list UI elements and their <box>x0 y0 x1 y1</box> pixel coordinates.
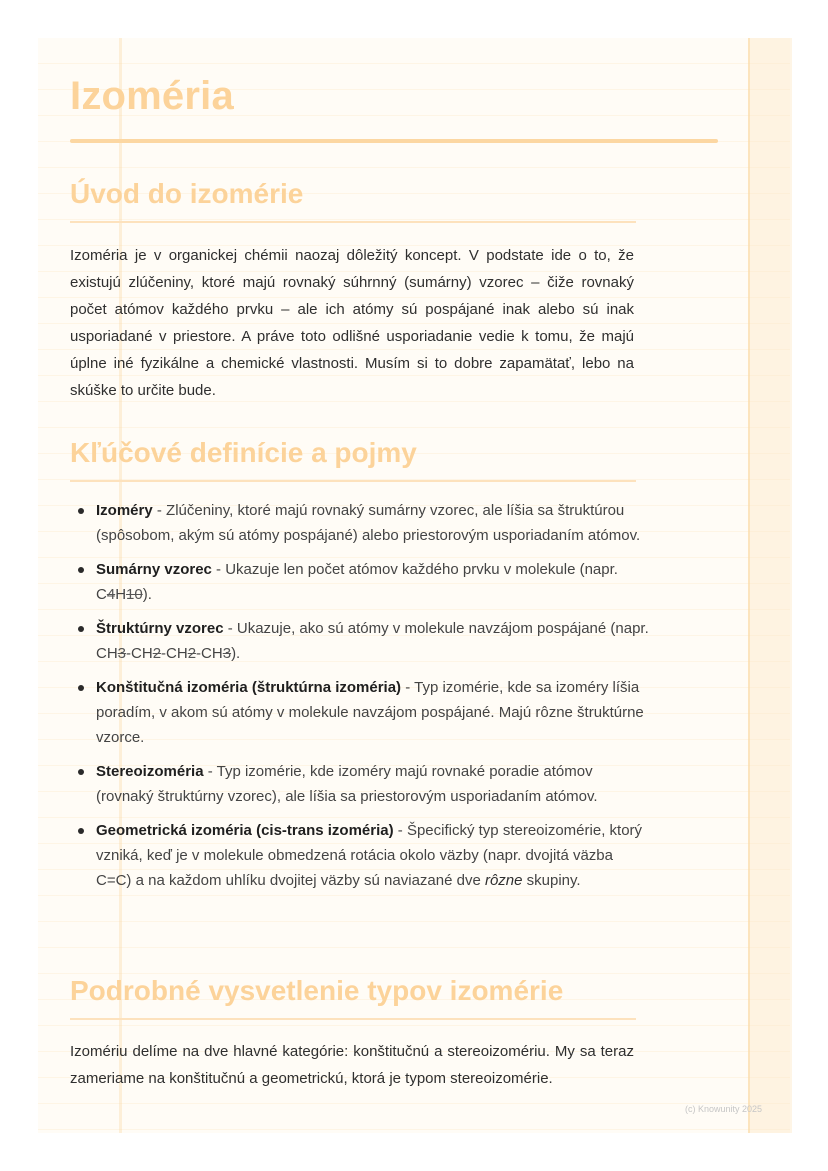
description: - Zlúčeniny, ktoré majú rovnaký sumárny vzorec, ale líšia sa štruktúrou (spôsobom, akým sú atómy pospájané) alebo priestorovým usporiadaním atómov. <box>96 502 641 544</box>
term: Sumárny vzorec <box>96 561 212 578</box>
description: - Špecifický typ stereoizomérie, ktorý vzniká, keď je v molekule obmedzená rotácia okolo väzby (napr. dvojitá väzba C=C) a na každom uhlíku dvojitej väzby sú naviazané dve <box>96 822 643 889</box>
list-item <box>70 759 650 809</box>
description: - Ukazuje, ako sú atómy v molekule navzájom pospájané (napr. CH <box>96 620 649 662</box>
emphasis: rôzne <box>484 872 523 889</box>
formula-subscript: 3 <box>222 645 232 662</box>
formula-subscript: 4 <box>106 586 116 603</box>
types-paragraph: Izomériu delíme na dve hlavné kategórie: konštitučnú a stereoizomériu. My sa teraz zameriame na konštitučnú a geometrickú, ktorá je typom stereoizomérie. <box>70 1043 634 1087</box>
heading-intro-rule <box>70 221 636 223</box>
formula-subscript: 10 <box>126 586 143 603</box>
term: Izoméry <box>96 502 153 519</box>
definitions-list <box>70 498 650 902</box>
heading-types-rule <box>70 1018 636 1020</box>
list-item <box>70 818 650 893</box>
intro-paragraph: Izoméria je v organickej chémii naozaj dôležitý koncept. V podstate ide o to, že existujú zlúčeniny, ktoré majú rovnaký súhrnný (sumárny) vzorec – čiže rovnaký počet atómov každého prvku – ale ich atómy sú pospájané inak alebo sú inak usporiadané v priestore. A práve toto odlišné usporiadanie vedie k tomu, že majú úplne iné fyzikálne a chemické vlastnosti. Musím si to dobre zapamätať, lebo na skúške to určite bude. <box>70 247 634 399</box>
heading-definitions: Kľúčové definície a pojmy <box>70 437 417 468</box>
list-item <box>70 498 650 548</box>
description-tail: skupiny. <box>522 872 581 889</box>
formula-part: -CH <box>161 645 188 662</box>
right-margin-band <box>748 38 792 1133</box>
bullet-icon <box>78 626 84 632</box>
formula-subscript: 2 <box>187 645 197 662</box>
bullet-icon <box>78 508 84 514</box>
description: - Ukazuje len počet atómov každého prvku v molekule (napr. C <box>96 561 618 603</box>
bullet-icon <box>78 685 84 691</box>
formula-subscript: 2 <box>152 645 162 662</box>
description: - Typ izomérie, kde sa izoméry líšia poradím, v akom sú atómy v molekule navzájom pospájané. Majú rôzne štruktúrne vzorce. <box>96 679 644 746</box>
title-underline <box>70 139 718 143</box>
bullet-icon <box>78 567 84 573</box>
list-item <box>70 557 650 607</box>
bullet-icon <box>78 828 84 834</box>
description: - Typ izomérie, kde izoméry majú rovnaké poradie atómov (rovnaký štruktúrny vzorec), ale líšia sa priestorovým usporiadaním atómov. <box>96 763 598 805</box>
heading-definitions-rule <box>70 480 636 482</box>
formula-part: -CH <box>196 645 223 662</box>
term: Geometrická izoméria (cis-trans izoméria) <box>96 822 394 839</box>
term: Stereoizoméria <box>96 763 204 780</box>
heading-types: Podrobné vysvetlenie typov izomérie <box>70 975 564 1006</box>
formula-part: -CH <box>126 645 153 662</box>
heading-intro: Úvod do izomérie <box>70 178 304 209</box>
formula-part: ). <box>231 645 241 662</box>
term: Štruktúrny vzorec <box>96 620 224 637</box>
page-title: Izoméria <box>70 74 234 118</box>
formula-subscript: 3 <box>117 645 127 662</box>
bullet-icon <box>78 769 84 775</box>
formula-part: ). <box>142 586 152 603</box>
term: Konštitučná izoméria (štruktúrna izoméria) <box>96 679 402 696</box>
formula-part: H <box>115 586 127 603</box>
footer-copyright: (c) Knowunity 2025 <box>685 1104 763 1114</box>
list-item <box>70 616 650 666</box>
list-item <box>70 675 650 750</box>
